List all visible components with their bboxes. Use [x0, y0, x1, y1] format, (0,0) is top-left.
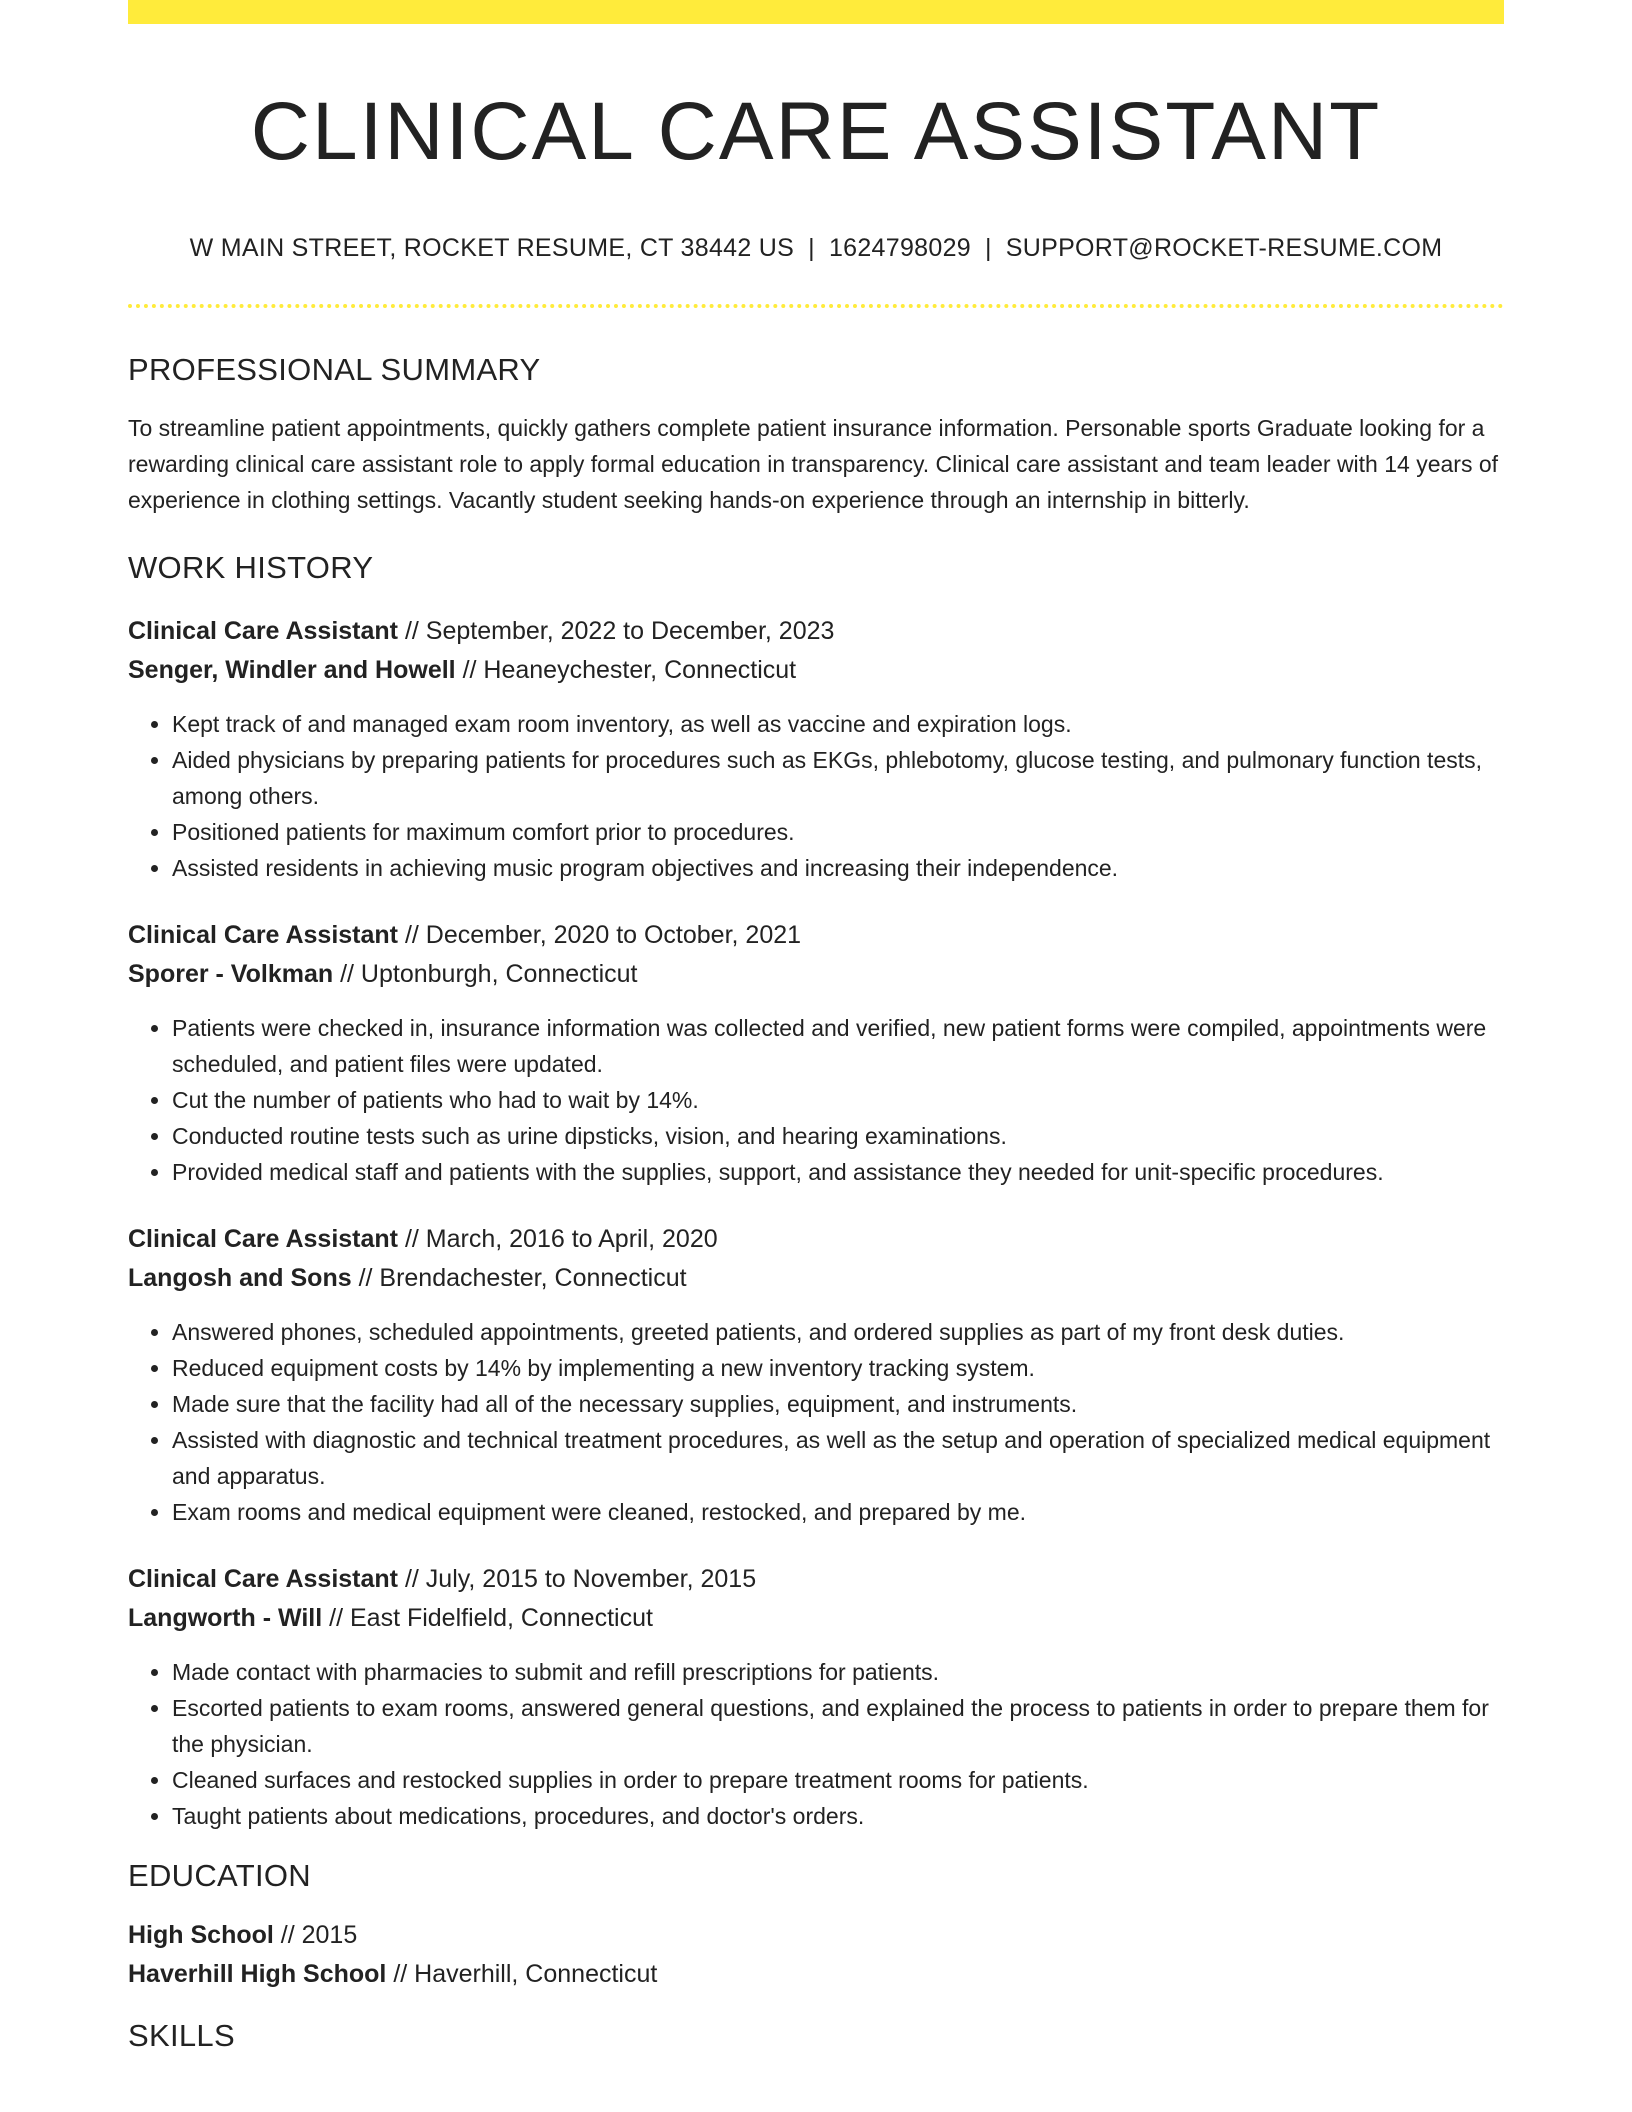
work-history-heading: WORK HISTORY — [128, 550, 374, 585]
job-bullets — [128, 1314, 1504, 1530]
list-item: • Reduced equipment costs by 14% by implementing a new inventory tracking system. — [172, 1350, 1504, 1386]
skills-heading: SKILLS — [128, 2018, 235, 2053]
job-dates: // July, 2015 to November, 2015 — [398, 1565, 757, 1593]
list-item: • Exam rooms and medical equipment were cleaned, restocked, and prepared by me. — [172, 1494, 1504, 1530]
job-company: Langosh and Sons — [128, 1264, 352, 1292]
education-location: // Haverhill, Connecticut — [386, 1960, 658, 1988]
education-year: // 2015 — [273, 1921, 358, 1949]
contact-separator: | — [808, 234, 815, 262]
job-title-line — [128, 916, 1504, 955]
list-item: • Aided physicians by preparing patients for procedures such as EKGs, phlebotomy, glucose testing, and pulmonary function tests, among others. — [172, 742, 1504, 814]
dotted-divider — [128, 304, 1504, 308]
list-item: • Answered phones, scheduled appointments, greeted patients, and ordered supplies as part of my front desk duties. — [172, 1314, 1504, 1350]
list-item: • Patients were checked in, insurance information was collected and verified, new patient forms were compiled, appointments were scheduled, and patient files were updated. — [172, 1010, 1504, 1082]
job-title-line — [128, 1220, 1504, 1259]
list-item: • Positioned patients for maximum comfort prior to procedures. — [172, 814, 1504, 850]
job-company: Langworth - Will — [128, 1604, 323, 1632]
job-dates: // March, 2016 to April, 2020 — [398, 1225, 718, 1253]
job-company-line — [128, 651, 1504, 690]
job-bullets — [128, 1654, 1504, 1834]
job-entry-2 — [128, 916, 1504, 1190]
list-item: • Kept track of and managed exam room inventory, as well as vaccine and expiration logs. — [172, 706, 1504, 742]
list-item: • Escorted patients to exam rooms, answered general questions, and explained the process to patients in order to prepare them for the physician. — [172, 1690, 1504, 1762]
summary-heading: PROFESSIONAL SUMMARY — [128, 352, 541, 387]
contact-separator: | — [984, 234, 992, 262]
job-company-line — [128, 955, 1504, 994]
job-location: // Heaneychester, Connecticut — [455, 656, 797, 684]
education-school: Haverhill High School — [128, 1960, 387, 1988]
resume-content — [128, 0, 1504, 2054]
job-title: Clinical Care Assistant — [128, 921, 399, 949]
summary-text: To streamline patient appointments, quickly gathers complete patient insurance information. Personable sports Graduate looking for a rewarding clinical care assistant role to apply formal education in transparency. Clinical care assistant and team leader with 14 years of experience in clothing settings. Vacantly student seeking hands-on experience through an internship in bitterly. — [128, 415, 1499, 513]
job-company: Sporer - Volkman — [128, 960, 334, 988]
job-company-line — [128, 1599, 1504, 1638]
contact-phone: 1624798029 — [828, 234, 971, 262]
education-heading: EDUCATION — [128, 1858, 311, 1893]
job-title-line — [128, 1560, 1504, 1599]
list-item: • Assisted with diagnostic and technical treatment procedures, as well as the setup and operation of specialized medical equipment and apparatus. — [172, 1422, 1504, 1494]
education-degree-line — [128, 1916, 1504, 1955]
job-bullets — [128, 1010, 1504, 1190]
job-entry-3 — [128, 1220, 1504, 1530]
list-item: • Provided medical staff and patients with the supplies, support, and assistance they needed for unit-specific procedures. — [172, 1154, 1504, 1190]
list-item: • Taught patients about medications, procedures, and doctor's orders. — [172, 1798, 1504, 1834]
contact-email[interactable]: SUPPORT@ROCKET-RESUME.COM — [1005, 234, 1443, 262]
job-entry-4 — [128, 1560, 1504, 1834]
job-company: Senger, Windler and Howell — [128, 656, 456, 684]
job-bullets — [128, 706, 1504, 886]
list-item: • Made sure that the facility had all of the necessary supplies, equipment, and instruments. — [172, 1386, 1504, 1422]
job-location: // Uptonburgh, Connecticut — [333, 960, 638, 988]
job-dates: // December, 2020 to October, 2021 — [398, 921, 802, 949]
list-item: • Cut the number of patients who had to wait by 14%. — [172, 1082, 1504, 1118]
education-degree: High School — [128, 1921, 274, 1949]
job-title: Clinical Care Assistant — [128, 1225, 399, 1253]
job-location: // East Fidelfield, Connecticut — [322, 1604, 653, 1632]
job-location: // Brendachester, Connecticut — [351, 1264, 687, 1292]
job-dates: // September, 2022 to December, 2023 — [398, 617, 835, 645]
education-entry — [128, 1916, 1504, 1994]
job-title-line — [128, 612, 1504, 651]
contact-line — [128, 232, 1504, 264]
job-title: Clinical Care Assistant — [128, 617, 399, 645]
resume-title: CLINICAL CARE ASSISTANT — [250, 86, 1382, 177]
contact-address: W MAIN STREET, ROCKET RESUME, CT 38442 US — [189, 234, 795, 262]
list-item: • Made contact with pharmacies to submit and refill prescriptions for patients. — [172, 1654, 1504, 1690]
list-item: • Conducted routine tests such as urine dipsticks, vision, and hearing examinations. — [172, 1118, 1504, 1154]
job-title: Clinical Care Assistant — [128, 1565, 399, 1593]
job-company-line — [128, 1259, 1504, 1298]
education-school-line — [128, 1955, 1504, 1994]
list-item: • Assisted residents in achieving music program objectives and increasing their independence. — [172, 850, 1504, 886]
list-item: • Cleaned surfaces and restocked supplies in order to prepare treatment rooms for patients. — [172, 1762, 1504, 1798]
job-entry-1 — [128, 612, 1504, 886]
